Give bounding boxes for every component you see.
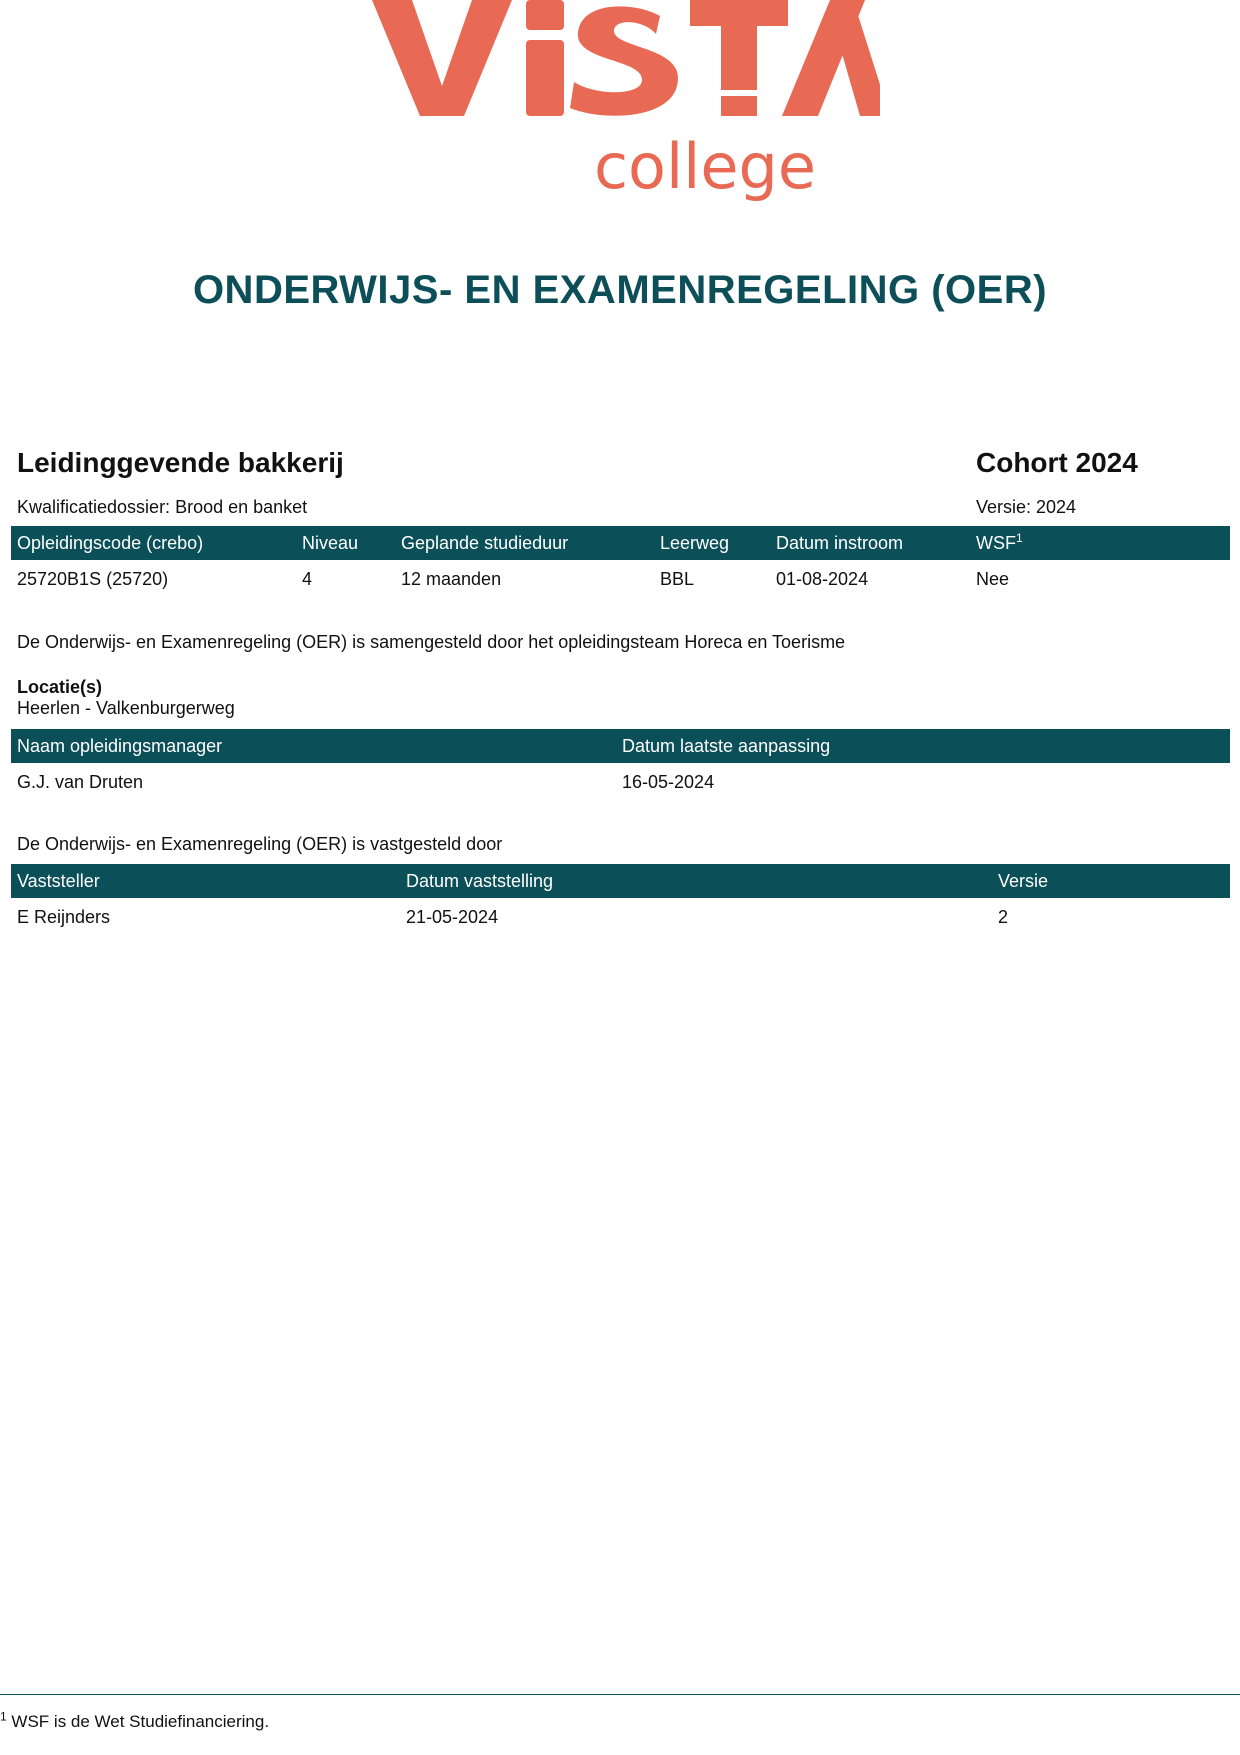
vista-college-logo [360,0,880,205]
table-row [11,763,1230,801]
cell-manager: G.J. van Druten [17,772,144,792]
version-label: Versie: 2024 [976,497,1077,517]
program-table-header [11,526,1230,560]
cell-vaststeller: E Reijnders [17,907,111,927]
manager-table [11,729,1230,801]
logo-college-wordmark: college [593,130,817,203]
established-by-text: De Onderwijs- en Examenregeling (OER) is vastgesteld door [17,834,503,854]
header-date-established: Datum vaststelling [406,871,554,891]
header-last-modified: Datum laatste aanpassing [622,736,831,756]
header-leerweg: Leerweg [660,533,730,553]
document-title: ONDERWIJS- EN EXAMENREGELING (OER) [192,268,1048,312]
cell-instroom: 01-08-2024 [776,569,869,589]
footnote-divider [0,1694,1240,1695]
cell-date-established: 21-05-2024 [406,907,499,927]
header-wsf [976,526,1023,560]
manager-table-header [11,729,1230,763]
cell-niveau: 4 [302,569,313,589]
header-instroom: Datum instroom [776,533,904,553]
footnote-ref: 1 [1016,531,1023,545]
header-studieduur: Geplande studieduur [401,533,569,553]
established-table [11,864,1230,936]
header-versie: Versie [998,871,1049,891]
header-wsf-label: WSF [976,533,1016,553]
established-table-header [11,864,1230,898]
composed-by-text: De Onderwijs- en Examenregeling (OER) is samengesteld door het opleidingsteam Horeca en Toerisme [17,632,846,652]
table-row [11,560,1230,598]
footnote-text: WSF is de Wet Studiefinanciering. [11,1712,270,1731]
cell-wsf: Nee [976,569,1010,589]
qualification-dossier: Kwalificatiedossier: Brood en banket [17,497,308,517]
footnote-marker: 1 [0,1709,7,1724]
cell-leerweg: BBL [660,569,695,589]
locations-label: Locatie(s) [17,677,103,697]
program-title: Leidinggevende bakkerij [17,447,344,478]
locations-value: Heerlen - Valkenburgerweg [17,698,235,718]
header-crebo: Opleidingscode (crebo) [17,533,204,553]
cell-studieduur: 12 maanden [401,569,502,589]
cell-crebo: 25720B1S (25720) [17,569,169,589]
header-vaststeller: Vaststeller [17,871,100,891]
cohort-label: Cohort 2024 [976,447,1138,478]
logo-graphic [360,0,880,205]
footnote [0,1711,269,1733]
header-niveau: Niveau [302,533,359,553]
header-manager: Naam opleidingsmanager [17,736,223,756]
cell-versie: 2 [998,907,1009,927]
cell-last-modified: 16-05-2024 [622,772,715,792]
table-row [11,898,1230,936]
program-table [11,526,1230,598]
